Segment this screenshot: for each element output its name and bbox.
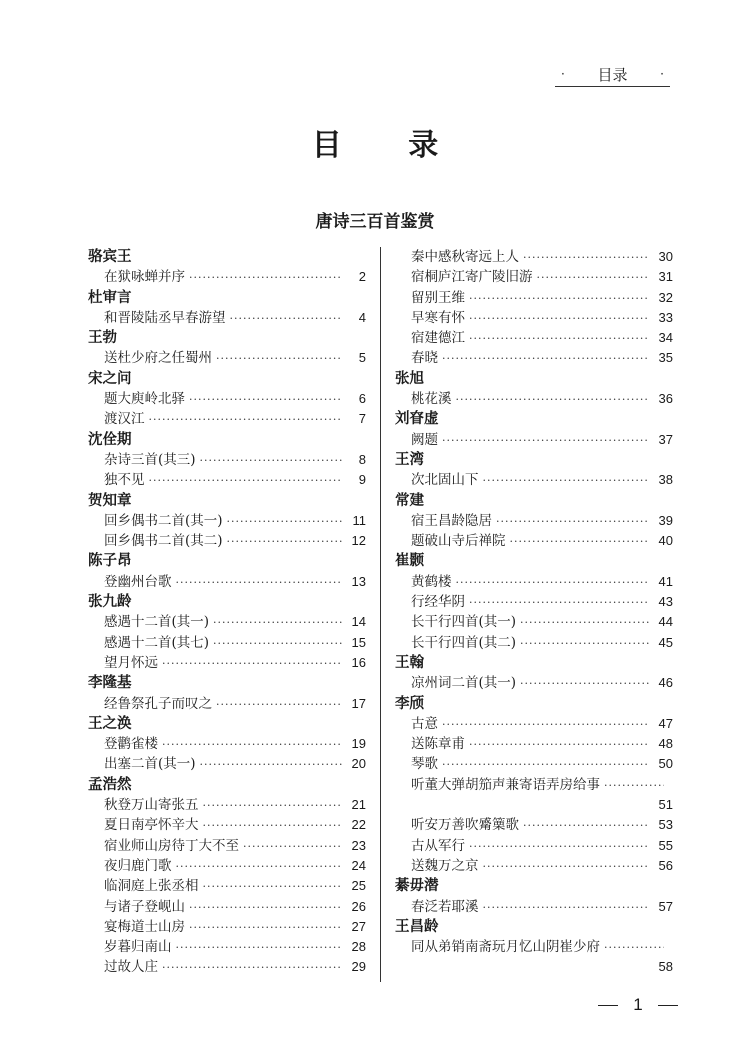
page-title: 目 录	[311, 128, 467, 163]
entry-title: 和晋陵陆丞早春游望	[104, 309, 226, 326]
toc-entry[interactable]	[88, 795, 366, 815]
toc-entry[interactable]	[395, 856, 673, 876]
entry-page: 47	[658, 715, 673, 731]
entry-title: 春泛若耶溪	[411, 898, 479, 915]
toc-entry[interactable]	[395, 673, 673, 693]
entry-title: 杂诗三首(其三)	[104, 451, 196, 468]
toc-author: 王之涣	[88, 715, 132, 732]
entry-title: 长干行四首(其二)	[411, 634, 517, 651]
entry-title: 渡汉江	[104, 411, 145, 428]
entry-title: 秋登万山寄张五	[104, 797, 199, 814]
leader-dots	[227, 512, 342, 532]
leader-dots	[456, 573, 650, 593]
entry-page: 53	[658, 817, 673, 833]
toc-entry[interactable]	[395, 633, 673, 653]
entry-page: 40	[658, 533, 673, 549]
toc-entry[interactable]	[395, 592, 673, 612]
leader-dots	[469, 837, 649, 857]
leader-dots	[469, 735, 649, 755]
toc-entry[interactable]	[395, 815, 673, 835]
toc-entry[interactable]	[395, 470, 673, 490]
entry-title: 登鹳雀楼	[104, 736, 158, 753]
toc-entry[interactable]	[88, 653, 366, 673]
page-number: 1	[633, 995, 643, 1014]
toc-author: 李颀	[395, 695, 424, 712]
leader-dots	[176, 938, 343, 958]
leader-dots	[442, 755, 649, 775]
toc-left-column	[88, 247, 366, 978]
entry-page: 2	[358, 269, 366, 285]
leader-dots	[243, 837, 342, 857]
toc-entry[interactable]	[88, 734, 366, 754]
entry-page: 43	[658, 594, 673, 610]
entry-page: 9	[358, 472, 366, 488]
toc-entry[interactable]	[395, 288, 673, 308]
leader-dots	[203, 796, 343, 816]
leader-dots	[537, 268, 650, 288]
toc-entry[interactable]	[395, 957, 673, 977]
toc-entry[interactable]	[88, 856, 366, 876]
toc-right-column	[395, 247, 673, 978]
toc-entry[interactable]	[88, 836, 366, 856]
entry-page: 48	[658, 736, 673, 752]
toc-entry[interactable]	[88, 531, 366, 551]
leader-dots	[227, 532, 342, 552]
leader-dots	[216, 695, 342, 715]
entry-page: 19	[351, 736, 366, 752]
entry-title: 宿业师山房待丁大不至	[104, 837, 239, 854]
toc-entry[interactable]	[395, 734, 673, 754]
toc-entry[interactable]	[395, 531, 673, 551]
toc-entry[interactable]	[395, 308, 673, 328]
bullet-icon: ·	[561, 67, 565, 81]
leader-dots	[496, 512, 649, 532]
toc-author: 李隆基	[88, 675, 132, 692]
leader-dots	[176, 857, 343, 877]
toc-entry[interactable]	[88, 308, 366, 328]
entry-title: 感遇十二首(其七)	[104, 634, 210, 651]
leader-dots	[442, 349, 649, 369]
leader-dots	[162, 735, 342, 755]
entry-page: 38	[658, 472, 673, 488]
toc-author: 陈子昂	[88, 553, 132, 570]
entry-title: 夜归鹿门歌	[104, 857, 172, 874]
toc-author: 骆宾王	[88, 249, 132, 265]
entry-page: 34	[658, 330, 673, 346]
entry-page: 50	[658, 756, 673, 772]
entry-title: 长干行四首(其一)	[411, 614, 517, 631]
entry-page: 28	[351, 939, 366, 955]
column-divider	[380, 247, 381, 982]
entry-title: 宿桐庐江寄广陵旧游	[411, 269, 533, 286]
toc-entry[interactable]	[88, 897, 366, 917]
entry-title: 黄鹤楼	[411, 573, 452, 590]
entry-title: 凉州词二首(其一)	[411, 675, 517, 692]
toc-entry[interactable]	[395, 430, 673, 450]
toc-author: 刘眘虚	[395, 411, 439, 428]
toc-entry[interactable]	[395, 937, 673, 957]
dash-right	[658, 1005, 678, 1006]
toc-author: 綦毋潜	[395, 878, 439, 895]
toc-entry[interactable]	[395, 612, 673, 632]
toc-entry[interactable]	[395, 572, 673, 592]
entry-page: 27	[351, 918, 366, 934]
entry-page: 32	[658, 289, 673, 305]
toc-entry[interactable]	[395, 775, 673, 795]
leader-dots	[469, 309, 649, 329]
leader-dots	[176, 573, 343, 593]
entry-page: 44	[658, 614, 673, 630]
leader-dots	[200, 755, 342, 775]
entry-page: 8	[358, 451, 366, 467]
toc-entry[interactable]	[395, 714, 673, 734]
toc-author: 杜审言	[88, 289, 132, 306]
entry-page: 56	[658, 857, 673, 873]
toc-entry[interactable]	[88, 876, 366, 896]
entry-title: 听董大弹胡笳声兼寄语弄房给事	[411, 776, 600, 793]
toc-entry[interactable]	[395, 389, 673, 409]
running-head-text: 目录	[597, 65, 628, 84]
entry-page: 39	[658, 512, 673, 528]
entry-page: 20	[351, 756, 366, 772]
entry-title: 题大庾岭北驿	[104, 391, 185, 408]
leader-dots	[189, 918, 342, 938]
toc-author: 王湾	[395, 451, 424, 468]
toc-author: 贺知章	[88, 492, 132, 509]
entry-page: 46	[658, 675, 673, 691]
bullet-icon: ·	[660, 67, 664, 81]
toc-author: 宋之问	[88, 370, 132, 387]
leader-dots	[230, 309, 343, 329]
leader-dots	[442, 431, 649, 451]
entry-title: 留别王维	[411, 289, 465, 306]
entry-title: 送陈章甫	[411, 736, 465, 753]
entry-title: 古从军行	[411, 837, 465, 854]
leader-dots	[469, 329, 649, 349]
entry-page: 30	[658, 249, 673, 264]
entry-page: 29	[351, 959, 366, 975]
toc-entry[interactable]	[88, 612, 366, 632]
toc-entry[interactable]	[395, 247, 673, 267]
entry-page: 55	[658, 837, 673, 853]
entry-title: 回乡偶书二首(其二)	[104, 533, 223, 550]
entry-title: 回乡偶书二首(其一)	[104, 512, 223, 529]
entry-title: 宿建德江	[411, 330, 465, 347]
entry-page: 23	[351, 837, 366, 853]
toc-author: 王翰	[395, 654, 424, 671]
toc-entry[interactable]	[88, 409, 366, 429]
leader-dots	[203, 877, 343, 897]
entry-title: 秦中感秋寄远上人	[411, 249, 519, 265]
leader-dots	[520, 613, 649, 633]
leader-dots	[483, 898, 650, 918]
leader-dots	[189, 898, 342, 918]
entry-title: 在狱咏蝉并序	[104, 269, 185, 286]
leader-dots	[216, 349, 342, 369]
leader-dots	[200, 451, 342, 471]
toc-author: 常建	[395, 492, 424, 509]
entry-title: 望月怀远	[104, 654, 158, 671]
entry-title: 独不见	[104, 472, 145, 489]
entry-page: 45	[658, 634, 673, 650]
entry-title: 桃花溪	[411, 391, 452, 408]
entry-page: 12	[351, 533, 366, 549]
leader-dots	[520, 674, 649, 694]
entry-title: 临洞庭上张丞相	[104, 878, 199, 895]
toc-entry[interactable]	[395, 836, 673, 856]
entry-title: 送杜少府之任蜀州	[104, 350, 212, 367]
toc-entry[interactable]	[88, 694, 366, 714]
toc-entry[interactable]	[395, 511, 673, 531]
leader-dots	[189, 390, 342, 410]
leader-dots	[162, 654, 342, 674]
entry-page: 31	[658, 269, 673, 285]
entry-title: 感遇十二首(其一)	[104, 614, 210, 631]
toc-entry[interactable]	[88, 572, 366, 592]
entry-title: 琴歌	[411, 756, 438, 773]
toc-entry[interactable]	[88, 450, 366, 470]
entry-title: 春晓	[411, 350, 438, 367]
entry-title: 同从弟销南斋玩月忆山阴崔少府	[411, 939, 600, 956]
entry-page: 41	[658, 573, 673, 589]
toc-entry[interactable]	[88, 470, 366, 490]
entry-title: 行经华阴	[411, 594, 465, 611]
leader-dots	[483, 471, 650, 491]
entry-page: 24	[351, 857, 366, 873]
toc-entry[interactable]	[395, 328, 673, 348]
toc-entry[interactable]	[395, 348, 673, 368]
leader-dots	[442, 715, 649, 735]
toc-author: 王昌龄	[395, 918, 439, 935]
toc-author: 张九龄	[88, 594, 132, 611]
entry-page: 33	[658, 309, 673, 325]
entry-page: 5	[358, 350, 366, 366]
entry-page: 14	[351, 614, 366, 630]
toc-entry[interactable]	[88, 754, 366, 774]
toc-entry[interactable]	[395, 267, 673, 287]
entry-page: 7	[358, 411, 366, 427]
toc-entry[interactable]	[88, 267, 366, 287]
toc-entry[interactable]	[88, 917, 366, 937]
toc-author: 张旭	[395, 370, 424, 387]
toc-author: 沈佺期	[88, 431, 132, 448]
entry-title: 听安万善吹觱篥歌	[411, 817, 519, 834]
entry-page: 25	[351, 878, 366, 894]
toc-entry[interactable]	[88, 633, 366, 653]
toc-entry[interactable]	[88, 957, 366, 977]
entry-title: 岁暮归南山	[104, 939, 172, 956]
entry-page: 51	[658, 797, 673, 813]
leader-dots	[469, 289, 649, 309]
entry-page: 26	[351, 898, 366, 914]
leader-dots	[604, 776, 664, 796]
leader-dots	[604, 938, 664, 958]
entry-page: 57	[658, 898, 673, 914]
leader-dots	[213, 613, 342, 633]
running-head	[555, 62, 670, 87]
dash-left	[598, 1005, 618, 1006]
toc-entry[interactable]	[88, 815, 366, 835]
entry-title: 经鲁祭孔子而叹之	[104, 695, 212, 712]
toc-entry[interactable]	[395, 897, 673, 917]
leader-dots	[523, 816, 649, 836]
entry-page: 4	[358, 309, 366, 325]
leader-dots	[520, 634, 649, 654]
toc-entry[interactable]	[395, 795, 673, 815]
toc-entry[interactable]	[88, 937, 366, 957]
entry-title: 古意	[411, 715, 438, 732]
entry-title: 送魏万之京	[411, 857, 479, 874]
toc-author: 崔颢	[395, 553, 424, 570]
entry-title: 阙题	[411, 431, 438, 448]
entry-page: 21	[351, 797, 366, 813]
entry-page: 35	[658, 350, 673, 366]
leader-dots	[203, 816, 343, 836]
entry-page: 37	[658, 431, 673, 447]
leader-dots	[149, 471, 343, 491]
entry-title: 题破山寺后禅院	[411, 533, 506, 550]
toc-entry[interactable]	[88, 389, 366, 409]
leader-dots	[149, 410, 343, 430]
entry-page: 17	[351, 695, 366, 711]
entry-title: 宴梅道士山房	[104, 918, 185, 935]
entry-title: 早寒有怀	[411, 309, 465, 326]
entry-page: 22	[351, 817, 366, 833]
entry-title: 宿王昌龄隐居	[411, 512, 492, 529]
entry-title: 夏日南亭怀辛大	[104, 817, 199, 834]
toc-entry[interactable]	[395, 754, 673, 774]
leader-dots	[469, 593, 649, 613]
entry-title: 过故人庄	[104, 959, 158, 976]
leader-dots	[523, 248, 649, 268]
entry-title: 出塞二首(其一)	[104, 756, 196, 773]
leader-dots	[162, 958, 342, 978]
entry-title: 登幽州台歌	[104, 573, 172, 590]
page-footer	[598, 995, 678, 1015]
leader-dots	[456, 390, 650, 410]
entry-page: 16	[351, 654, 366, 670]
entry-title: 与诸子登岘山	[104, 898, 185, 915]
entry-page: 13	[351, 573, 366, 589]
toc-entry[interactable]	[88, 348, 366, 368]
entry-page: 58	[658, 959, 673, 975]
section-title: 唐诗三百首鉴赏	[315, 212, 435, 232]
entry-page: 6	[358, 391, 366, 407]
entry-title: 次北固山下	[411, 472, 479, 489]
leader-dots	[510, 532, 650, 552]
entry-page: 15	[351, 634, 366, 650]
entry-page: 36	[658, 391, 673, 407]
toc-author: 王勃	[88, 330, 117, 347]
toc-author: 孟浩然	[88, 776, 132, 793]
toc-entry[interactable]	[88, 511, 366, 531]
entry-page: 11	[352, 512, 366, 528]
leader-dots	[213, 634, 342, 654]
leader-dots	[189, 268, 342, 288]
leader-dots	[483, 857, 650, 877]
